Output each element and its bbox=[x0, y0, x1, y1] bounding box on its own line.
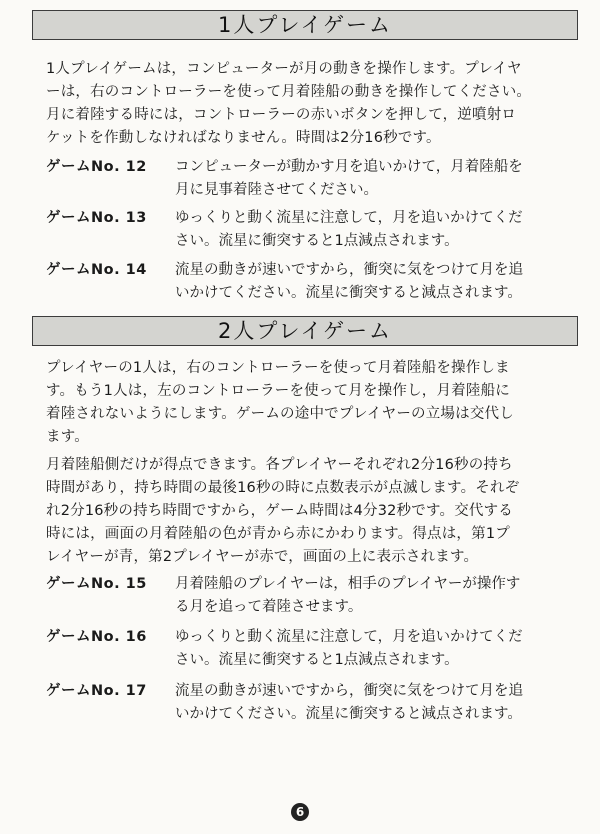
section-title-two-player: 2人プレイゲーム bbox=[32, 316, 578, 346]
intro-line: 着陸されないようにします。ゲームの途中でプレイヤーの立場は交代し bbox=[46, 406, 514, 422]
game-description bbox=[175, 156, 575, 202]
game-label: ゲームNo. 17 bbox=[46, 683, 147, 699]
description-line: 流星の動きが速いですから，衝突に気をつけて月を追 bbox=[175, 262, 523, 278]
description-line: さい。流星に衝突すると1点減点されます。 bbox=[175, 233, 459, 249]
game-label: ゲームNo. 12 bbox=[46, 159, 147, 175]
intro-line: ケットを作動しなければなりません。時間は2分16秒です。 bbox=[46, 130, 441, 146]
intro-line: プレイヤーの1人は，右のコントローラーを使って月着陸船を操作しま bbox=[46, 360, 510, 376]
description-line: 月に見事着陸させてください。 bbox=[175, 182, 378, 198]
description-line: 流星の動きが速いですから，衝突に気をつけて月を追 bbox=[175, 683, 523, 699]
intro-line: す。もう1人は，左のコントローラーを使って月を操作し，月着陸船に bbox=[46, 383, 510, 399]
game-label: ゲームNo. 16 bbox=[46, 629, 147, 645]
game-description bbox=[175, 259, 575, 305]
section-title-single-player: 1人プレイゲーム bbox=[32, 10, 578, 40]
scoring-line: れ2分16秒の持ち時間ですから，ゲーム時間は4分32秒です。交代する bbox=[46, 503, 513, 519]
game-label: ゲームNo. 15 bbox=[46, 576, 147, 592]
intro-line: ーは，右のコントローラーを使って月着陸船の動きを操作してください。 bbox=[46, 84, 532, 100]
scoring-line: レイヤーが青，第2プレイヤーが赤で，画面の上に表示されます。 bbox=[46, 549, 479, 565]
description-line: いかけてください。流星に衝突すると減点されます。 bbox=[175, 706, 522, 722]
description-line: ゆっくりと動く流星に注意して，月を追いかけてくだ bbox=[175, 629, 523, 645]
single-player-intro bbox=[46, 58, 574, 150]
description-line: さい。流星に衝突すると1点減点されます。 bbox=[175, 652, 459, 668]
description-line: 月着陸船のプレイヤーは，相手のプレイヤーが操作す bbox=[175, 576, 521, 592]
intro-line: 月に着陸する時には，コントローラーの赤いボタンを押して，逆噴射ロ bbox=[46, 107, 517, 123]
intro-line: 1人プレイゲームは，コンピューターが月の動きを操作します。プレイヤ bbox=[46, 61, 522, 77]
game-description bbox=[175, 573, 575, 619]
game-label: ゲームNo. 13 bbox=[46, 210, 147, 226]
description-line: コンピューターが動かす月を追いかけて，月着陸船を bbox=[175, 159, 523, 175]
game-description bbox=[175, 207, 575, 253]
page-number: 6 bbox=[291, 803, 309, 821]
two-player-intro bbox=[46, 357, 574, 449]
game-label: ゲームNo. 14 bbox=[46, 262, 147, 278]
intro-line: ます。 bbox=[46, 429, 89, 445]
scoring-line: 時間があり，持ち時間の最後16秒の時に点数表示が点滅します。それぞ bbox=[46, 480, 520, 496]
two-player-scoring bbox=[46, 454, 574, 569]
scoring-line: 月着陸船側だけが得点できます。各プレイヤーそれぞれ2分16秒の持ち bbox=[46, 457, 513, 473]
game-description bbox=[175, 680, 575, 726]
game-description bbox=[175, 626, 575, 672]
scoring-line: 時には，画面の月着陸船の色が青から赤にかわります。得点は，第1プ bbox=[46, 526, 510, 542]
description-line: いかけてください。流星に衝突すると減点されます。 bbox=[175, 285, 522, 301]
description-line: ゆっくりと動く流星に注意して，月を追いかけてくだ bbox=[175, 210, 523, 226]
description-line: る月を追って着陸させます。 bbox=[175, 599, 363, 615]
